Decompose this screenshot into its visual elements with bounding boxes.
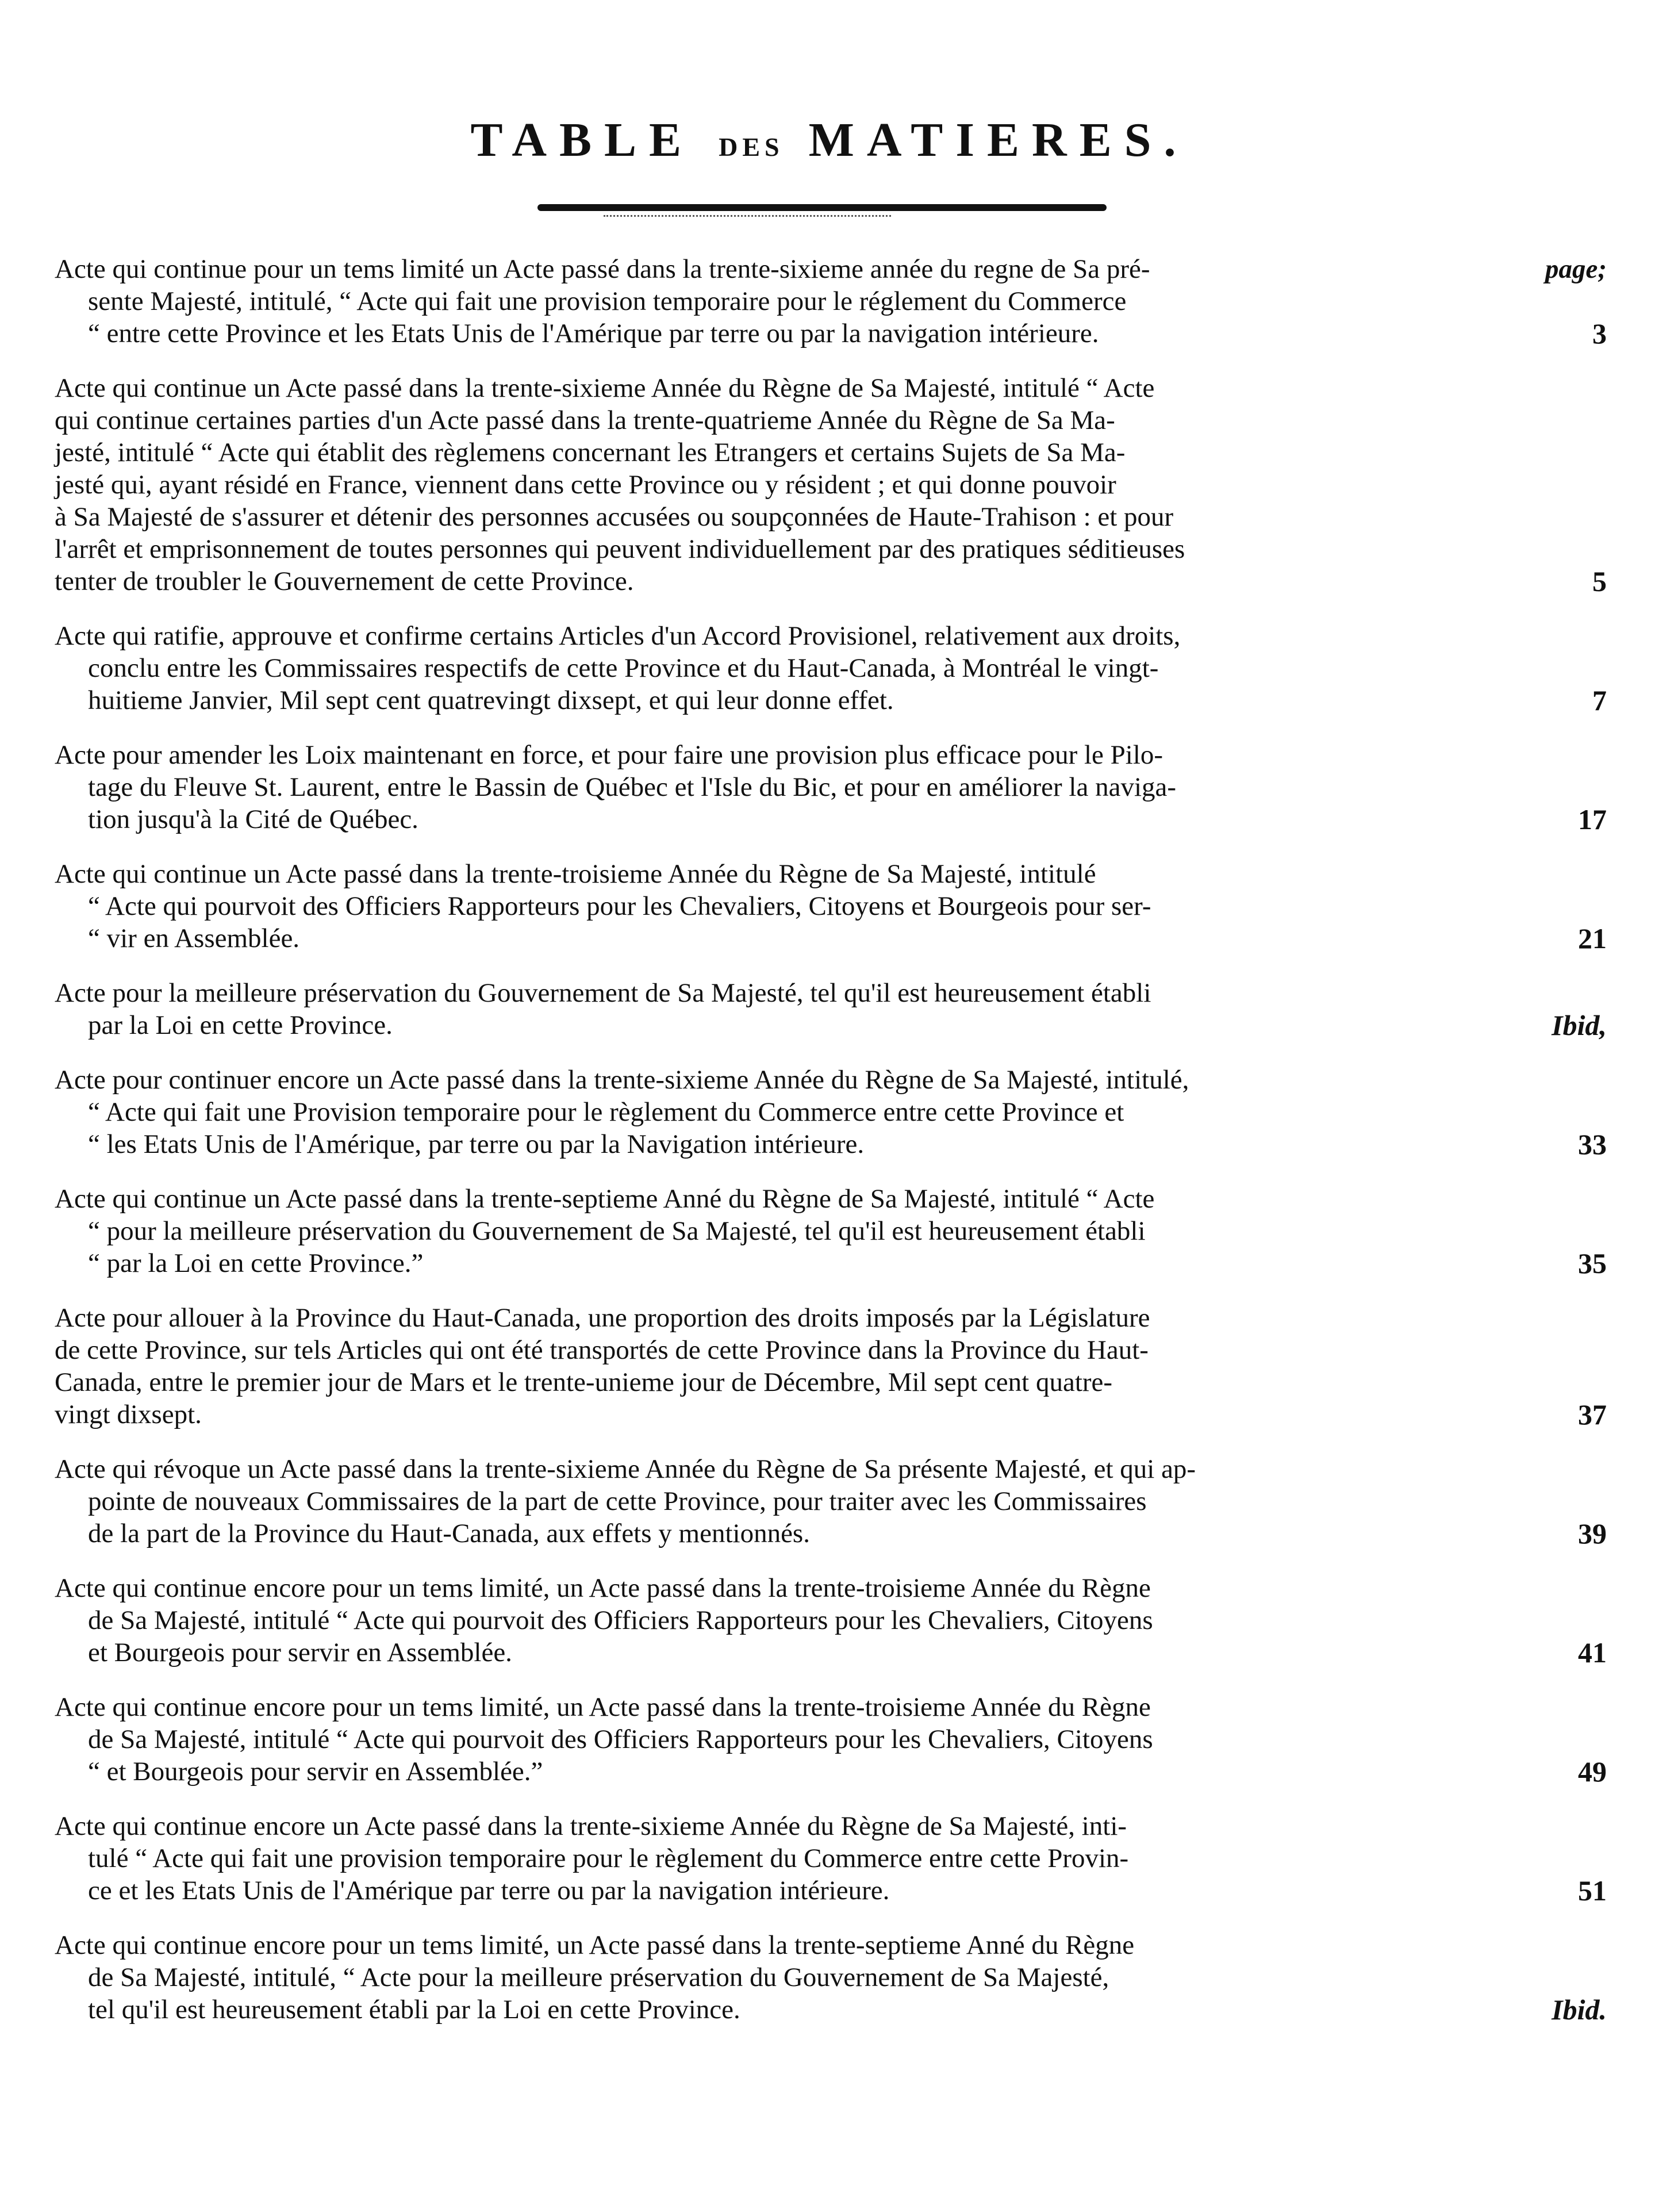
toc-entry-line: Acte qui continue encore pour un tems limité, un Acte passé dans la trente-troisieme Année du Règne [55, 1692, 1151, 1722]
toc-entry-line: Acte qui ratifie, approuve et confirme certains Articles d'un Accord Provisionel, relativement aux droits, [55, 621, 1181, 651]
toc-entry-line: Acte qui continue encore pour un tems limité, un Acte passé dans la trente-troisieme Année du Règne [55, 1573, 1151, 1603]
toc-entry-text [55, 977, 1434, 1041]
toc-entry [55, 1929, 1607, 2026]
toc-page-number: 33 [1578, 1128, 1607, 1160]
toc-page-number: 35 [1578, 1247, 1607, 1279]
toc-entry-text [55, 253, 1434, 350]
toc-entry [55, 739, 1607, 835]
toc-entry-line: “ vir en Assemblée. [88, 923, 300, 953]
toc-entry-line: sente Majesté, intitulé, “ Acte qui fait une provision temporaire pour le réglement du Commerce [88, 286, 1127, 316]
toc-entry-line: et Bourgeois pour servir en Assemblée. [88, 1638, 512, 1667]
toc-entry [55, 372, 1607, 597]
toc-entry-line: de cette Province, sur tels Articles qui ont été transportés de cette Province dans la Province du Haut- [55, 1335, 1149, 1365]
toc-entry-line: à Sa Majesté de s'assurer et détenir des personnes accusées ou soupçonnées de Haute-Trahison : et pour [55, 502, 1174, 532]
toc-entry-text [55, 858, 1434, 954]
toc-entry-line: Canada, entre le premier jour de Mars et le trente-unieme jour de Décembre, Mil sept cent quatre- [55, 1367, 1113, 1397]
toc-entry-line: par la Loi en cette Province. [88, 1010, 393, 1040]
toc-page-number: 41 [1578, 1636, 1607, 1669]
toc-page-number: 17 [1578, 803, 1607, 835]
toc-page-number: 7 [1592, 684, 1607, 716]
toc-entry [55, 977, 1607, 1041]
toc-entry [55, 620, 1607, 716]
toc-entry-line: pointe de nouveaux Commissaires de la part de cette Province, pour traiter avec les Commissaires [88, 1486, 1147, 1516]
toc-entry-line: “ les Etats Unis de l'Amérique, par terre ou par la Navigation intérieure. [88, 1129, 865, 1159]
toc-entry-line: de Sa Majesté, intitulé, “ Acte pour la meilleure préservation du Gouvernement de Sa Majesté, [88, 1962, 1109, 1992]
toc-entry-line: jesté, intitulé “ Acte qui établit des règlemens concernant les Etrangers et certains Sujets de Sa Ma- [55, 438, 1126, 467]
toc-entry [55, 1810, 1607, 1907]
toc-entry-line: Acte qui continue pour un tems limité un Acte passé dans la trente-sixieme année du regne de Sa pré- [55, 254, 1150, 284]
title-word-table: TABLE [470, 113, 694, 167]
toc-entry [55, 1691, 1607, 1788]
toc-entry-text [55, 1453, 1434, 1550]
toc-page-number: 5 [1592, 565, 1607, 597]
toc-entry-line: Acte pour la meilleure préservation du Gouvernement de Sa Majesté, tel qu'il est heureusement établi [55, 978, 1151, 1008]
toc-entry-text [55, 1064, 1434, 1160]
toc-entry-text [55, 739, 1434, 835]
toc-entry-line: Acte qui révoque un Acte passé dans la trente-sixieme Année du Règne de Sa présente Majesté, et qui ap- [55, 1454, 1196, 1484]
toc-entry-line: Acte qui continue un Acte passé dans la trente-sixieme Année du Règne de Sa Majesté, intitulé “ Acte [55, 373, 1155, 403]
toc-entry-text [55, 1183, 1434, 1279]
toc-page-number: Ibid, [1552, 1009, 1607, 1041]
page-column-header: page; [1545, 254, 1607, 284]
toc-entry-line: “ Acte qui pourvoit des Officiers Rapporteurs pour les Chevaliers, Citoyens et Bourgeois pour ser- [88, 891, 1151, 921]
toc-entry-line: Acte qui continue encore un Acte passé dans la trente-sixieme Année du Règne de Sa Majesté, inti- [55, 1811, 1127, 1841]
toc-entry-line: Acte pour allouer à la Province du Haut-Canada, une proportion des droits imposés par la Législature [55, 1303, 1150, 1333]
toc-entry-line: “ et Bourgeois pour servir en Assemblée.” [88, 1757, 543, 1787]
toc-entry-line: de Sa Majesté, intitulé “ Acte qui pourvoit des Officiers Rapporteurs pour les Chevaliers, Citoyens [88, 1605, 1153, 1635]
toc-entry-line: de Sa Majesté, intitulé “ Acte qui pourvoit des Officiers Rapporteurs pour les Chevaliers, Citoyens [88, 1724, 1153, 1754]
toc-entry [55, 1572, 1607, 1669]
toc-entry-line: tulé “ Acte qui fait une provision temporaire pour le règlement du Commerce entre cette Provin- [88, 1843, 1129, 1873]
toc-page-number: 51 [1578, 1874, 1607, 1907]
toc-entry-text [55, 1810, 1434, 1907]
toc-entry-line: Acte qui continue un Acte passé dans la trente-septieme Anné du Règne de Sa Majesté, intitulé “ Acte [55, 1184, 1155, 1214]
toc-entry-text [55, 372, 1434, 597]
toc-entry [55, 253, 1607, 350]
title-rule [537, 204, 1107, 211]
toc-entry-line: tion jusqu'à la Cité de Québec. [88, 804, 418, 834]
title-word-des: DES [719, 132, 784, 162]
toc-entry [55, 858, 1607, 954]
toc-entry [55, 1064, 1607, 1160]
toc-entry-line: “ pour la meilleure préservation du Gouvernement de Sa Majesté, tel qu'il est heureusement établi [88, 1216, 1146, 1246]
toc-page-number: 21 [1578, 922, 1607, 954]
toc-entry-line: l'arrêt et emprisonnement de toutes personnes qui peuvent individuellement par des pratiques séditieuses [55, 534, 1185, 564]
toc-entry-text [55, 1929, 1434, 2026]
page-title [0, 112, 1659, 168]
toc-entry-text [55, 620, 1434, 716]
toc-entry-line: tel qu'il est heureusement établi par la Loi en cette Province. [88, 1995, 740, 2025]
toc-entry-line: Acte qui continue encore pour un tems limité, un Acte passé dans la trente-septieme Anné du Règne [55, 1930, 1135, 1960]
table-of-contents [55, 253, 1607, 2048]
toc-entry-line: de la part de la Province du Haut-Canada, aux effets y mentionnés. [88, 1519, 810, 1548]
toc-entry-line: “ par la Loi en cette Province.” [88, 1248, 424, 1278]
toc-entry-line: Acte qui continue un Acte passé dans la trente-troisieme Année du Règne de Sa Majesté, intitulé [55, 859, 1096, 889]
toc-page-number: 49 [1578, 1755, 1607, 1788]
toc-entry-line: Acte pour continuer encore un Acte passé dans la trente-sixieme Année du Règne de Sa Majesté, intitulé, [55, 1065, 1189, 1095]
toc-entry-line: “ entre cette Province et les Etats Unis de l'Amérique par terre ou par la navigation intérieure. [88, 319, 1099, 348]
toc-entry-text [55, 1691, 1434, 1788]
toc-entry-line: Acte pour amender les Loix maintenant en force, et pour faire une provision plus efficace pour le Pilo- [55, 740, 1163, 770]
toc-entry-line: qui continue certaines parties d'un Acte passé dans la trente-quatrieme Année du Règne de Sa Ma- [55, 405, 1115, 435]
toc-entry-line: ce et les Etats Unis de l'Amérique par terre ou par la navigation intérieure. [88, 1876, 890, 1906]
toc-entry-line: jesté qui, ayant résidé en France, viennent dans cette Province ou y résident ; et qui donne pouvoir [55, 470, 1116, 500]
toc-page-number: Ibid. [1552, 1994, 1607, 2026]
title-word-matieres: MATIERES. [808, 113, 1189, 167]
toc-entry-text [55, 1572, 1434, 1669]
toc-page-number: 39 [1578, 1517, 1607, 1550]
toc-entry [55, 1302, 1607, 1431]
toc-entry [55, 1453, 1607, 1550]
toc-entry-line: tage du Fleuve St. Laurent, entre le Bassin de Québec et l'Isle du Bic, et pour en améliorer la naviga- [88, 772, 1177, 802]
toc-page-number: 37 [1578, 1398, 1607, 1431]
toc-entry-line: vingt dixsept. [55, 1400, 202, 1429]
toc-entry-text [55, 1302, 1434, 1431]
toc-entry [55, 1183, 1607, 1279]
toc-entry-line: “ Acte qui fait une Provision temporaire pour le règlement du Commerce entre cette Province et [88, 1097, 1124, 1127]
toc-page-number: 3 [1592, 317, 1607, 350]
toc-entry-line: huitieme Janvier, Mil sept cent quatrevingt dixsept, et qui leur donne effet. [88, 685, 894, 715]
toc-entry-line: conclu entre les Commissaires respectifs de cette Province et du Haut-Canada, à Montréal le vingt- [88, 653, 1159, 683]
toc-entry-line: tenter de troubler le Gouvernement de cette Province. [55, 566, 634, 596]
title-rule-ornament [604, 215, 891, 219]
